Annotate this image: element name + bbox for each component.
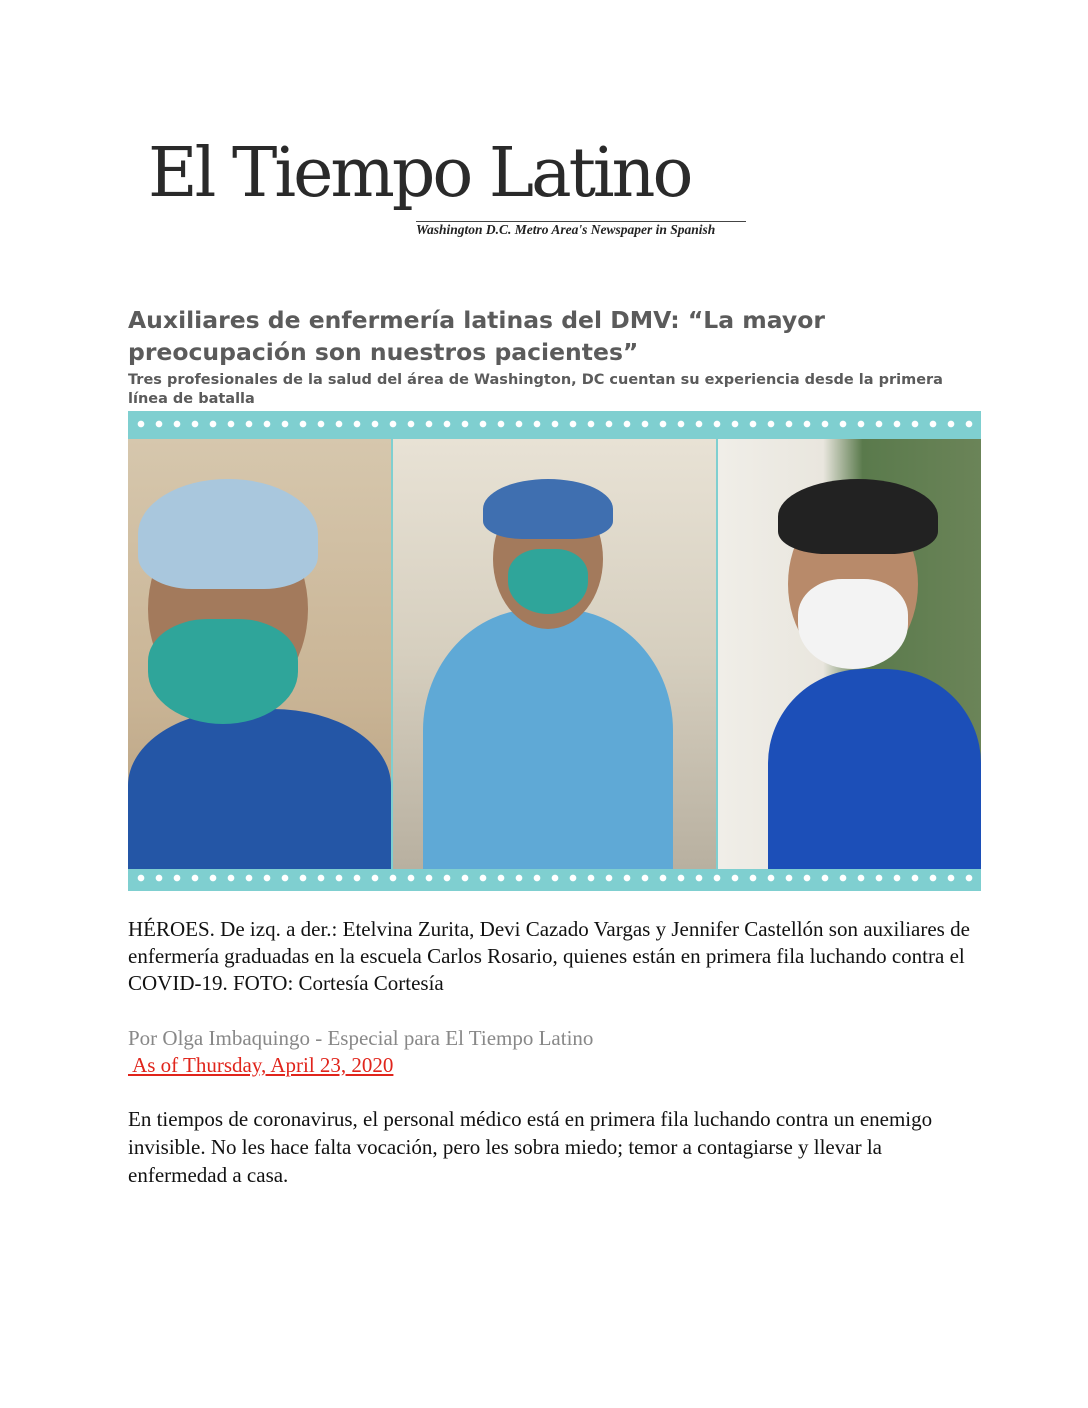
nurse-figure-2 — [423, 609, 673, 869]
photo-frame-bottom — [128, 865, 981, 891]
article-photo — [128, 411, 981, 891]
masthead-logo — [148, 134, 748, 250]
photo-panel-right — [718, 439, 981, 869]
face-mask-3 — [798, 579, 908, 669]
nurse-figure-1 — [128, 709, 391, 869]
masthead-tagline: Washington D.C. Metro Area's Newspaper in Spanish — [416, 222, 716, 237]
nurse-figure-3 — [768, 669, 981, 869]
photo-panel-left — [128, 439, 391, 869]
article-byline: Por Olga Imbaquingo - Especial para El Tiempo Latino — [128, 1026, 594, 1050]
article-headline: Auxiliares de enfermería latinas del DMV: “La mayor preocupación son nuestros pacientes” — [128, 306, 825, 366]
surgical-cap-1 — [138, 479, 318, 589]
article-subhead: Tres profesionales de la salud del área de Washington, DC cuentan su experiencia desde la primera línea de batalla — [128, 372, 943, 407]
face-mask-1 — [148, 619, 298, 724]
article-date-link[interactable]: As of Thursday, April 23, 2020 — [128, 1053, 394, 1077]
masthead-title: El Tiempo Latino — [148, 134, 691, 213]
surgical-cap-2 — [483, 479, 613, 539]
article-body-paragraph: En tiempos de coronavirus, el personal médico está en primera fila luchando contra un enemigo invisible. No les hace falta vocación, pero les sobra miedo; temor a contagiarse y llevar la enfermedad a casa. — [128, 1107, 933, 1187]
photo-caption: HÉROES. De izq. a der.: Etelvina Zurita, Devi Cazado Vargas y Jennifer Castellón son auxiliares de enfermería graduadas en la escuela Carlos Rosario, quienes están en primera fila luchando contra el COVID-19. FOTO: Cortesía Cortesía — [128, 917, 970, 995]
head-wrap-3 — [778, 479, 938, 554]
face-mask-2 — [508, 549, 588, 614]
photo-frame-top — [128, 411, 981, 437]
photo-panel-center — [393, 439, 716, 869]
